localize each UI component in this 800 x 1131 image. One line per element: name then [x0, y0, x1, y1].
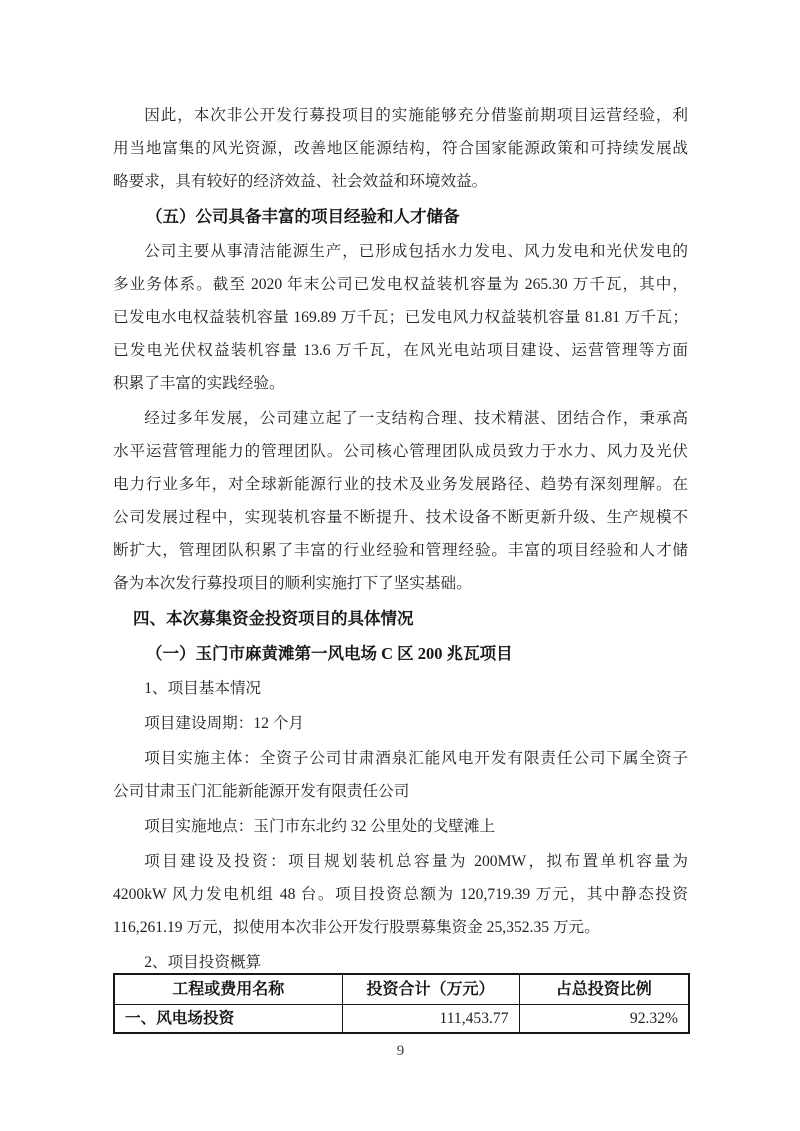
text-line: 已发电水电权益装机容量 169.89 万千瓦；已发电风力权益装机容量 81.81 万千瓦； — [113, 309, 688, 326]
text-line: 公司主要从事清洁能源生产，已形成包括水力发电、风力发电和光伏发电的 — [144, 243, 688, 260]
text-line: 因此，本次非公开发行募投项目的实施能够充分借鉴前期项目运营经验，利 — [144, 107, 688, 124]
text-line: 电力行业多年，对全球新能源行业的技术及业务发展路径、趋势有深刻理解。在 — [113, 476, 688, 493]
paragraph — [113, 707, 688, 740]
table-cell-investment-total: 111,453.77 — [342, 1005, 519, 1034]
paragraph — [113, 235, 688, 400]
text-line: 略要求，具有较好的经济效益、社会效益和环境效益。 — [113, 173, 488, 190]
paragraph — [113, 845, 688, 944]
paragraph — [113, 672, 688, 705]
table-cell-ratio: 92.32% — [519, 1005, 689, 1034]
text-line: 多业务体系。截至 2020 年末公司已发电权益装机容量为 265.30 万千瓦，其中， — [113, 276, 688, 293]
text-line: 项目实施主体：全资子公司甘肃酒泉汇能风电开发有限责任公司下属全资子 — [144, 750, 688, 767]
paragraph — [113, 402, 688, 600]
table-row — [114, 1005, 689, 1034]
text-line: （一）玉门市麻黄滩第一风电场 C 区 200 兆瓦项目 — [146, 644, 513, 663]
text-line: 项目建设及投资：项目规划装机总容量为 200MW，拟布置单机容量为 — [144, 853, 688, 870]
page-number: 9 — [396, 1043, 405, 1059]
text-line: 项目建设周期：12 个月 — [144, 715, 305, 732]
text-line: 积累了丰富的实践经验。 — [113, 375, 285, 392]
table-header-investment-total: 投资合计（万元） — [342, 974, 519, 1005]
paragraph — [113, 742, 688, 808]
investment-table-wrap — [113, 973, 688, 1034]
investment-table — [113, 973, 690, 1034]
document-body — [113, 99, 688, 979]
text-line: 公司发展过程中，实现装机容量不断提升、技术设备不断更新升级、生产规模不 — [113, 509, 688, 526]
text-line: 116,261.19 万元，拟使用本次非公开发行股票募集资金 25,352.35 万元。 — [113, 919, 600, 936]
text-line: （五）公司具备丰富的项目经验和人才储备 — [146, 207, 460, 226]
text-line: 四、本次募集资金投资项目的具体情况 — [133, 609, 414, 628]
heading — [113, 637, 688, 670]
text-line: 用当地富集的风光资源，改善地区能源结构，符合国家能源政策和可持续发展战 — [113, 140, 688, 157]
text-line: 备为本次发行募投项目的顺利实施打下了坚实基础。 — [113, 575, 472, 592]
document-content — [113, 99, 688, 1061]
text-line: 公司甘肃玉门汇能新能源开发有限责任公司 — [113, 783, 410, 800]
heading — [113, 200, 688, 233]
text-line: 4200kW 风力发电机组 48 台。项目投资总额为 120,719.39 万元，其中静态投资 — [113, 886, 688, 903]
text-line: 已发电光伏权益装机容量 13.6 万千瓦，在风光电站项目建设、运营管理等方面 — [113, 342, 688, 359]
text-line: 2、项目投资概算 — [144, 954, 262, 971]
table-cell-project-name: 一、风电场投资 — [114, 1005, 342, 1034]
table-header-project-name: 工程或费用名称 — [114, 974, 342, 1005]
text-line: 经过多年发展，公司建立起了一支结构合理、技术精湛、团结合作，秉承高 — [144, 410, 688, 427]
table-header-ratio: 占总投资比例 — [519, 974, 689, 1005]
text-line: 1、项目基本情况 — [144, 680, 262, 697]
paragraph — [113, 810, 688, 843]
heading — [113, 602, 688, 635]
paragraph — [113, 99, 688, 198]
text-line: 项目实施地点：玉门市东北约 32 公里处的戈壁滩上 — [144, 818, 496, 835]
text-line: 断扩大，管理团队积累了丰富的行业经验和管理经验。丰富的项目经验和人才储 — [113, 542, 688, 559]
text-line: 水平运营管理能力的管理团队。公司核心管理团队成员致力于水力、风力及光伏 — [113, 443, 688, 460]
table-header-row — [114, 974, 689, 1005]
